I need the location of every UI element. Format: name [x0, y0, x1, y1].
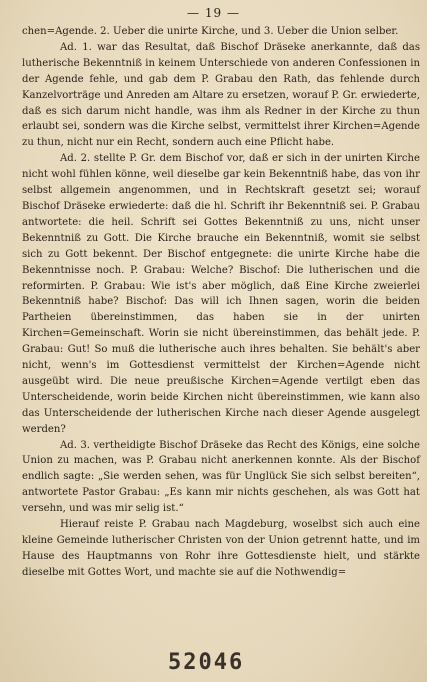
inventory-stamp-number: 52046	[168, 650, 245, 675]
paragraph-5: Hierauf reiste P. Grabau nach Magdeburg, woselbst sich auch eine kleine Gemeinde lutherischer Christen von der Union getrennt hatte, und im Hause des Hauptmanns von Rohr ihre Gottesdienste hielt, und stärkte dieselbe mit Gottes Wort, und machte sie auf die Nothwendig=	[22, 519, 420, 578]
page-number: — 19 —	[187, 6, 240, 20]
paragraph-1: chen=Agende. 2. Ueber die unirte Kirche, und 3. Ueber die Union selber.	[22, 26, 399, 37]
page-body	[22, 24, 420, 581]
paragraph-4: Ad. 3. vertheidigte Bischof Dräseke das Recht des Königs, eine solche Union zu machen, was P. Grabau nicht anerkennen konnte. Als der Bischof endlich sagte: „Sie werden sehen, was für Unglück Sie sich selbst bereiten“, antwortete Pastor Grabau: „Es kann mir nichts geschehen, als was Gott hat versehn, und was mir selig ist.“	[22, 439, 420, 515]
paragraph-3: Ad. 2. stellte P. Gr. dem Bischof vor, daß er sich in der unirten Kirche nicht wohl fühlen könne, weil dieselbe gar kein Bekenntniß habe, das von ihr selbst allgemein angenommen, und in Rechtskraft gesetzt sei; worauf Bischof Dräseke erwiederte: daß die hl. Schrift ihr Bekenntniß sei. P. Grabau antwortete: die heil. Schrift sei Gottes Bekenntniß zu uns, nicht unser Bekenntniß zu Gott. Die Kirche brauche ein Bekenntniß, womit sie selbst sich zu Gott bekennt. Der Bischof entgegnete: die unirte Kirche habe die Bekenntnisse noch. P. Grabau: Welche? Bischof: Die lutherischen und die reformirten. P. Grabau: Wie ist's aber möglich, daß Eine Kirche zweierlei Bekenntniß habe? Bischof: Das will ich Ihnen sagen, worin die beiden Partheien übereinstimmen, das haben sie in der unirten Kirchen=Gemeinschaft. Worin sie nicht übereinstimmen, das behält jede. P. Grabau: Gut! So muß die lutherische auch ihres behalten. Sie behält's aber nicht, wenn's im Gottesdienst vermittelst der Kirchen=Agende nicht ausgeübt wird. Die neue preußische Kirchen=Agende vertilgt eben das Unterscheidende, worin beide Kirchen nicht übereinstimmen, wie kann also das Unterscheidende der lutherischen Kirche nach dieser Agende ausgelegt werden?	[22, 153, 420, 435]
paragraph-2: Ad. 1. war das Resultat, daß Bischof Dräseke anerkannte, daß das lutherische Bekenntniß in keinem Unterschiede von anderen Confessionen in der Agende fehle, und gab dem P. Grabau den Rath, das fehlende durch Kanzelvorträge und Anreden am Altare zu ersetzen, worauf P. Gr. erwiederte, daß es sich darum nicht handle, was ihm als Redner in der Kirche zu thun erlaubt sei, sondern was die Kirche selbst, vermittelst ihrer Kirchen=Agende zu thun, nicht nur ein Recht, sondern auch eine Pflicht habe.	[22, 41, 420, 149]
